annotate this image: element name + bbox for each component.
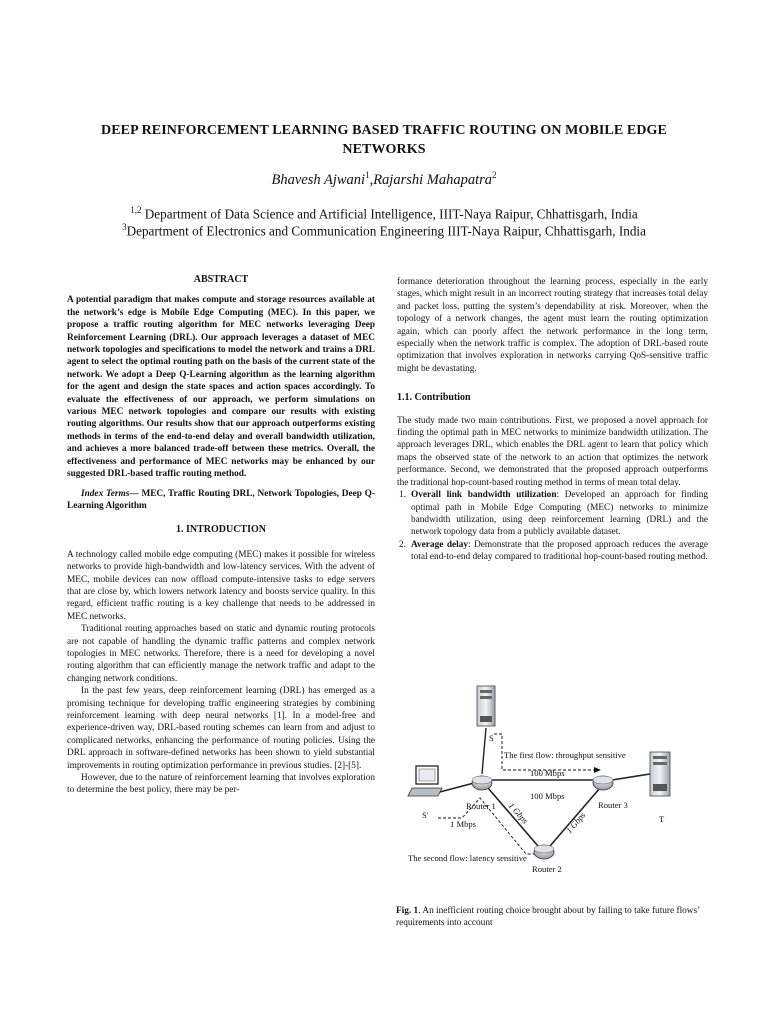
author-1-sup: 1 [365, 170, 370, 180]
affiliation-2-sup: 3 [122, 222, 127, 232]
paper-title-line1: DEEP REINFORCEMENT LEARNING BASED TRAFFIC ROUTING ON MOBILE EDGE [101, 123, 667, 138]
intro-paragraph-3: In the past few years, deep reinforcement learning (DRL) has emerged as a promising technique for developing traffic engineering strategies by combining reinforcement learning with deep neural networks [1]. In a model-free and experience-driven way, DRL-based routing schemes can learn from and adjust to complicated networks, enhancing the performance of routing policies. Using the DRL approach in software-defined networks has been shown to yield substantial improvements in routing optimization performance in previous studies. [2]-[5]. [67, 686, 375, 771]
list-item [397, 539, 708, 564]
figure-caption-label: Fig. 1 [396, 906, 419, 916]
affiliation-1-sup: 1,2 [130, 205, 142, 215]
list-item-bold: Overall link bandwidth utilization [411, 490, 557, 501]
router-1-icon [472, 776, 492, 790]
label-router2: Router 2 [532, 864, 562, 874]
label-sprime: S' [422, 810, 429, 820]
author-2-sup: 2 [492, 170, 497, 180]
server-t-icon [650, 752, 670, 796]
abstract-heading: ABSTRACT [193, 274, 249, 285]
router-2-icon [534, 845, 554, 859]
index-terms-label: Index Terms— [81, 488, 139, 499]
paper-title-line2: NETWORKS [342, 142, 426, 157]
label-router3: Router 3 [598, 800, 628, 810]
author-2: Rajarshi Mahapatra [373, 171, 493, 188]
figure-caption-text: . An inefficient routing choice brought about by failing to take future flows’ requirements into account [396, 906, 700, 929]
right-column [397, 276, 708, 564]
intro-paragraph-2: Traditional routing approaches based on static and dynamic routing protocols are not capable of handling the dynamic traffic patterns and complex network topologies in MEC networks. Therefore, there is a need for developing a novel routing algorithm that can efficiently manage the network traffic and adapt to the changing network conditions. [67, 624, 375, 684]
label-second-flow: The second flow: latency sensitive [408, 853, 527, 863]
label-bw-1g-right: 1 Gbps [563, 810, 588, 836]
contribution-heading: 1.1. Contribution [397, 392, 471, 404]
contribution-list [397, 489, 708, 563]
paper-title [60, 121, 708, 159]
list-item [397, 489, 708, 539]
affiliation-2-text: Department of Electronics and Communication Engineering IIIT-Naya Raipur, Chhattisgarh, India [126, 223, 646, 239]
author-separator: , [369, 171, 374, 188]
link-s-router1 [482, 728, 486, 774]
list-item-text: : Demonstrate that the proposed approach reduces the average total end-to-end delay compared to traditional hop-count-based routing method. [411, 539, 708, 563]
contribution-paragraph: The study made two main contributions. First, we proposed a novel approach for finding the optimal path in MEC networks to minimize bandwidth utilization. The approach leverages DRL, which enables the DRL agent to learn that policy which maps the observed state of the network to an action that optimizes the network performance. Second, we demonstrated that the proposed approach outperforms the traditional hop-count-based routing method in terms of mean total delay. [397, 415, 708, 488]
list-item-number: 2. [399, 539, 406, 550]
figure-1-caption [396, 905, 708, 930]
author-line [60, 170, 708, 189]
label-s: S [489, 733, 494, 743]
label-bw-1g-left: 1 Gbps [506, 800, 531, 826]
list-item-number: 1. [399, 490, 406, 501]
intro-heading: 1. INTRODUCTION [175, 524, 266, 536]
list-item-text: : Developed an approach for finding optimal path in Mobile Edge Computing (MEC) networks to minimize bandwidth utilization, using deep reinforcement learning (DRL) and the network topology data from a publicly available dataset. [411, 490, 708, 538]
server-s-icon [477, 686, 495, 726]
index-terms-text: MEC, Traffic Routing DRL, Network Topologies, Deep Q-Learning Algorithm [67, 488, 375, 511]
affiliation-1 [40, 205, 728, 222]
label-first-flow: The first flow: throughput sensitive [504, 750, 626, 760]
index-terms [67, 488, 375, 513]
first-flow-arrowhead [594, 767, 601, 773]
laptop-sprime-icon [408, 766, 442, 796]
affiliation-2 [40, 222, 728, 239]
intro-continuation: formance deterioration throughout the learning process, especially in the early stages, which might result in an incorrect routing strategy that increases total delay and packet loss, putting the system’s dependability at risk. Moreover, when the topology of a network changes, the agent must learn the routing optimization again, which can poorly affect the network performance in the long term, especially when the network traffic is complex. The adoption of DRL-based route optimization that involves exploration in networks carrying QoS-sensitive traffic might be devastating. [397, 277, 708, 374]
left-column [67, 274, 375, 797]
link-router3-t [612, 774, 650, 780]
router-3-icon [593, 776, 613, 790]
intro-paragraph-1: A technology called mobile edge computing (MEC) makes it possible for wireless networks to provide high-bandwidth and low-latency services. With the advent of MEC, mobile devices can now offload compute-intensive tasks to edge servers that are close by, which lowers network latency and boosts service quality. In this regard, efficient traffic routing is a key challenge that needs to be addressed in MEC networks. [67, 549, 375, 622]
label-t: T [659, 814, 665, 824]
abstract-body: A potential paradigm that makes compute and storage resources available at the network’s edge is Mobile Edge Computing (MEC). In this paper, we propose a traffic routing algorithm for MEC networks leveraging Deep Reinforcement Learning (DRL). Our approach leverages a dataset of MEC network topologies and specifications to model the network and trains a DRL agent to select the optimal routing path on the basis of the current state of the network. We adopt a Deep Q-Learning algorithm as the learning algorithm for the agent and design the state spaces and action spaces accordingly. To evaluate the effectiveness of our approach, we perform simulations on various MEC network topologies and compare our results with existing routing algorithms. Our results show that our approach outperforms existing methods in terms of the end-to-end delay and overall bandwidth utilization, and achieves a more balanced trade-off between these metrics. Overall, the effectiveness and performance of MEC networks may be enhanced by our suggested DRL-based traffic routing method. [67, 295, 375, 480]
author-1: Bhavesh Ajwani [271, 171, 366, 188]
list-item-bold: Average delay [411, 539, 469, 550]
label-bw-100-top: 100 Mbps [530, 768, 565, 778]
affiliation-1-text: Department of Data Science and Artificial Intelligence, IIIT-Naya Raipur, Chhattisgarh, India [141, 206, 638, 222]
label-router1: Router 1 [466, 801, 496, 811]
label-bw-1mbps: 1 Mbps [450, 819, 477, 829]
label-bw-100-mid: 100 Mbps [530, 791, 565, 801]
intro-paragraph-4: However, due to the nature of reinforcement learning that involves exploration to determine the best policy, there may be per- [67, 773, 375, 796]
figure-1-network-diagram [398, 668, 708, 890]
